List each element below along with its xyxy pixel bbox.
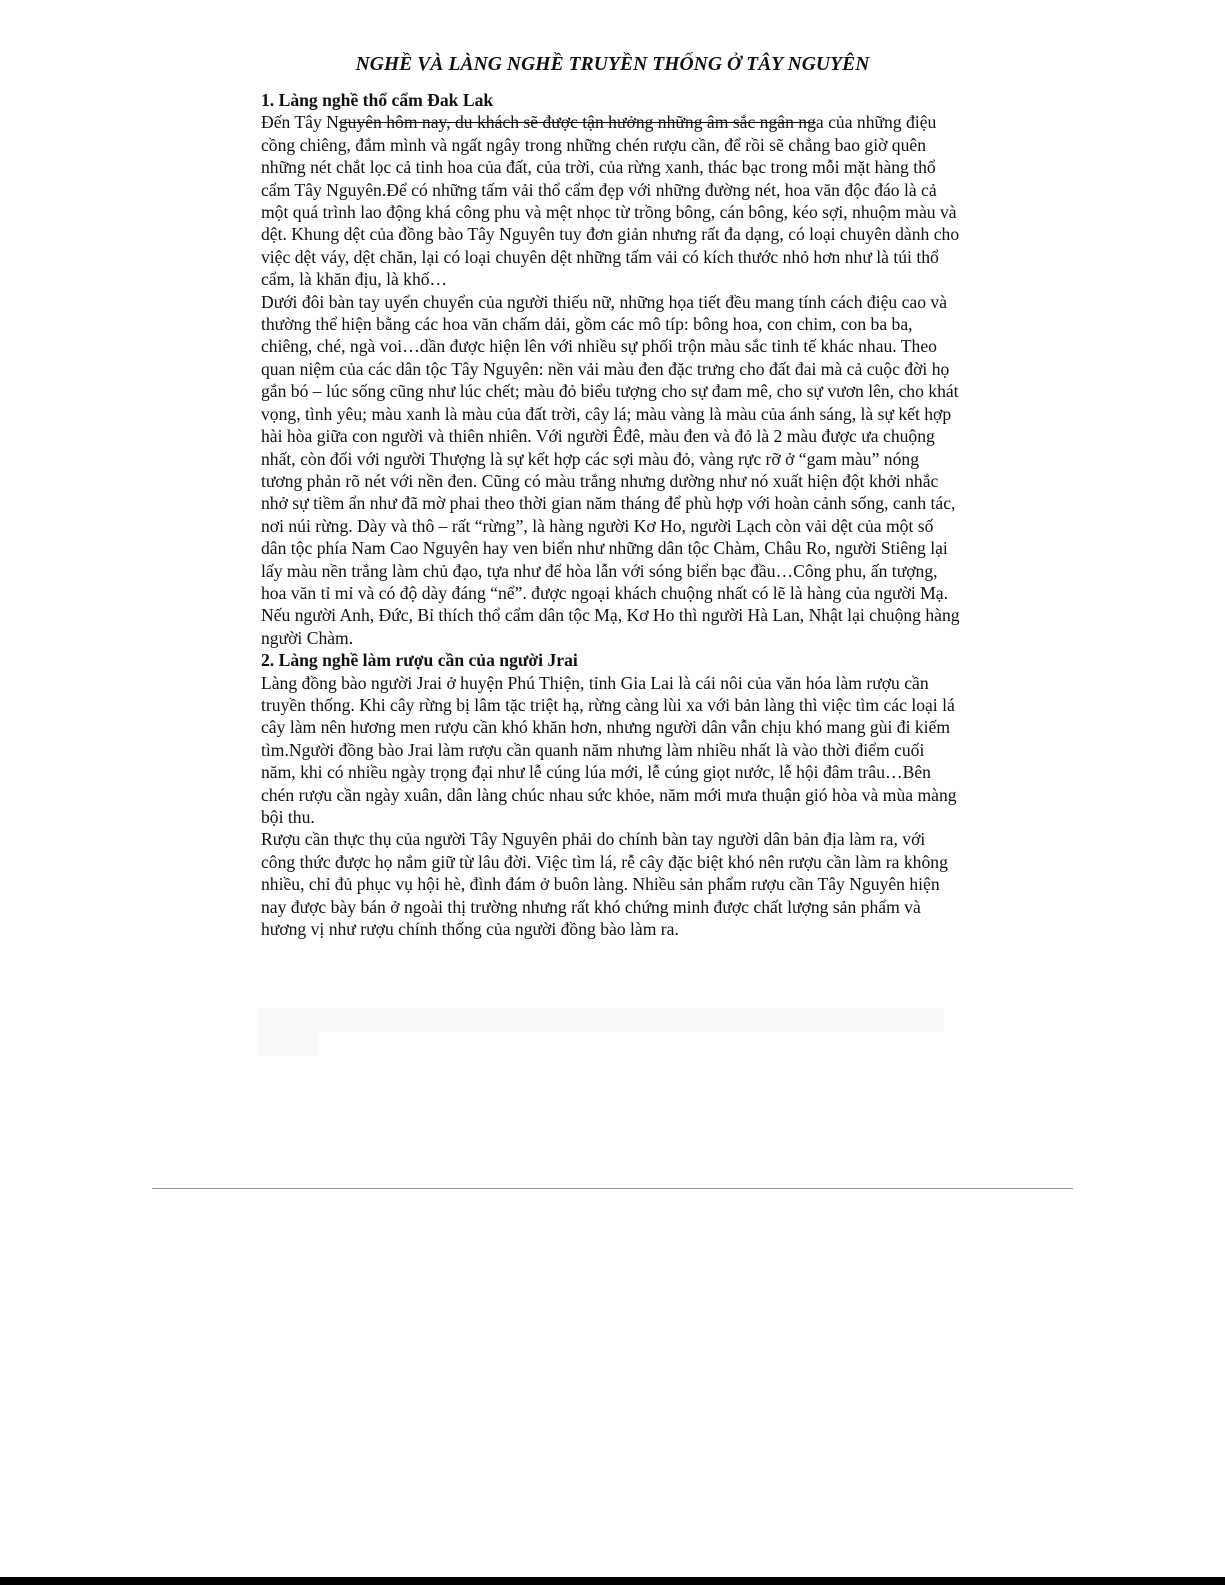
document-title: NGHỀ VÀ LÀNG NGHỀ TRUYỀN THỐNG Ở TÂY NGUYÊN bbox=[355, 54, 870, 75]
section-1-paragraph-2: Dưới đôi bàn tay uyển chuyển của người thiếu nữ, những họa tiết đều mang tính cách điệu cao và thường thể hiện bằng các hoa văn chấm dải, gồm các mô típ: bông hoa, con chim, con ba ba, chiêng, ché, ngà voi…dần được hiện lên với nhiều sự phối trộn màu sắc tinh tế khác nhau. Theo quan niệm của các dân tộc Tây Nguyên: nền vải màu đen đặc trưng cho đất đai mà cả cuộc đời họ gắn bó – lúc sống cũng như lúc chết; màu đỏ biểu tượng cho sự đam mê, cho sự vươn lên, cho khát vọng, tình yêu; màu xanh là màu của đất trời, cây lá; màu vàng là màu của ánh sáng, là sự kết hợp hài hòa giữa con người và thiên nhiên. Với người Êđê, màu đen và đỏ là 2 màu được ưa chuộng nhất, còn đối với người Thượng là sự kết hợp các sợi màu đỏ, vàng rực rỡ ở “gam màu” nóng tương phản rõ nét với nền đen. Cũng có màu trắng nhưng dường như nó xuất hiện đột khởi nhắc nhở sự tiềm ẩn như đã mờ phai theo thời gian năm tháng để phù hợp với hoàn cảnh sống, canh tác, nơi núi rừng. Dày và thô – rất “rừng”, là hàng người Kơ Ho, người Lạch còn vải dệt của một số dân tộc phía Nam Cao Nguyên hay ven biển như những dân tộc Chàm, Châu Ro, người Stiêng lại lấy màu nền trắng làm chủ đạo, tựa như để hòa lẫn với sóng biển bạc đầu…Công phu, ấn tượng, hoa văn tỉ mỉ và có độ dày đáng “nể”. được ngoại khách chuộng nhất có lẽ là hàng của người Mạ. Nếu người Anh, Đức, Bỉ thích thổ cẩm dân tộc Mạ, Kơ Ho thì người Hà Lan, Nhật lại chuộng hàng người Chàm. bbox=[261, 291, 960, 648]
paragraph-rest: a của những điệu cồng chiêng, đắm mình và ngất ngây trong những chén rượu cần, để rồi sẽ chẳng bao giờ quên những nét chắt lọc cả tinh hoa của đất, của trời, của rừng xanh, thác bạc trong mỗi mặt hàng thổ cẩm Tây Nguyên.Để có những tấm vải thổ cẩm đẹp với những đường nét, hoa văn độc đáo là cả một quá trình lao động khá công phu và mệt nhọc từ trồng bông, cán bông, kéo sợi, nhuộm màu và dệt. Khung dệt của đồng bào Tây Nguyên tuy đơn giản nhưng rất đa dạng, có loại chuyên dành cho việc dệt váy, dệt chăn, lại có loại chuyên dệt những tấm vải có kích thước nhỏ hơn như là túi thổ cẩm, là khăn địu, là khố… bbox=[261, 112, 960, 290]
section-2-paragraph-1: Làng đồng bào người Jrai ở huyện Phú Thiện, tỉnh Gia Lai là cái nôi của văn hóa làm rượu cần truyền thống. Khi cây rừng bị lâm tặc triệt hạ, rừng càng lùi xa với bản làng thì việc tìm các loại lá cây làm nên hương men rượu cần khó khăn hơn, nhưng người dân vẫn chịu khó mang gùi đi kiếm tìm.Người đồng bào Jrai làm rượu cần quanh năm nhưng làm nhiều nhất là vào thời điểm cuối năm, khi có nhiều ngày trọng đại như lễ cúng lúa mới, lễ cúng giọt nước, lễ hội đâm trâu…Bên chén rượu cần ngày xuân, dân làng chúc nhau sức khỏe, năm mới mưa thuận gió hòa và mùa màng bội thu. bbox=[261, 672, 957, 827]
section-1-paragraph-1 bbox=[261, 111, 961, 290]
section-1-heading: 1. Làng nghề thổ cẩm Đak Lak bbox=[261, 90, 494, 110]
bottom-edge-bar bbox=[0, 1577, 1225, 1585]
section-2-heading: 2. Làng nghề làm rượu cần của người Jrai bbox=[261, 650, 578, 671]
document-body bbox=[261, 89, 961, 940]
faint-highlight-block bbox=[258, 1008, 944, 1032]
paragraph-start: Đến Tây N bbox=[261, 112, 339, 133]
faint-highlight-block-small bbox=[258, 1032, 318, 1056]
struck-through-text: guyên hôm nay, du khách sẽ được tận hưởng những âm sắc ngân ng bbox=[338, 112, 816, 133]
section-2-paragraph-2: Rượu cần thực thụ của người Tây Nguyên phải do chính bàn tay người dân bản địa làm ra, với công thức được họ nắm giữ từ lâu đời. Việc tìm lá, rễ cây đặc biệt khó nên rượu cần làm ra không nhiều, chỉ đủ phục vụ hội hè, đình đám ở buôn làng. Nhiều sản phẩm rượu cần Tây Nguyên hiện nay được bày bán ở ngoài thị trường nhưng rất khó chứng minh được chất lượng sản phẩm và hương vị như rượu chính thống của người đồng bào làm ra. bbox=[261, 829, 948, 940]
page-divider bbox=[152, 1188, 1073, 1189]
